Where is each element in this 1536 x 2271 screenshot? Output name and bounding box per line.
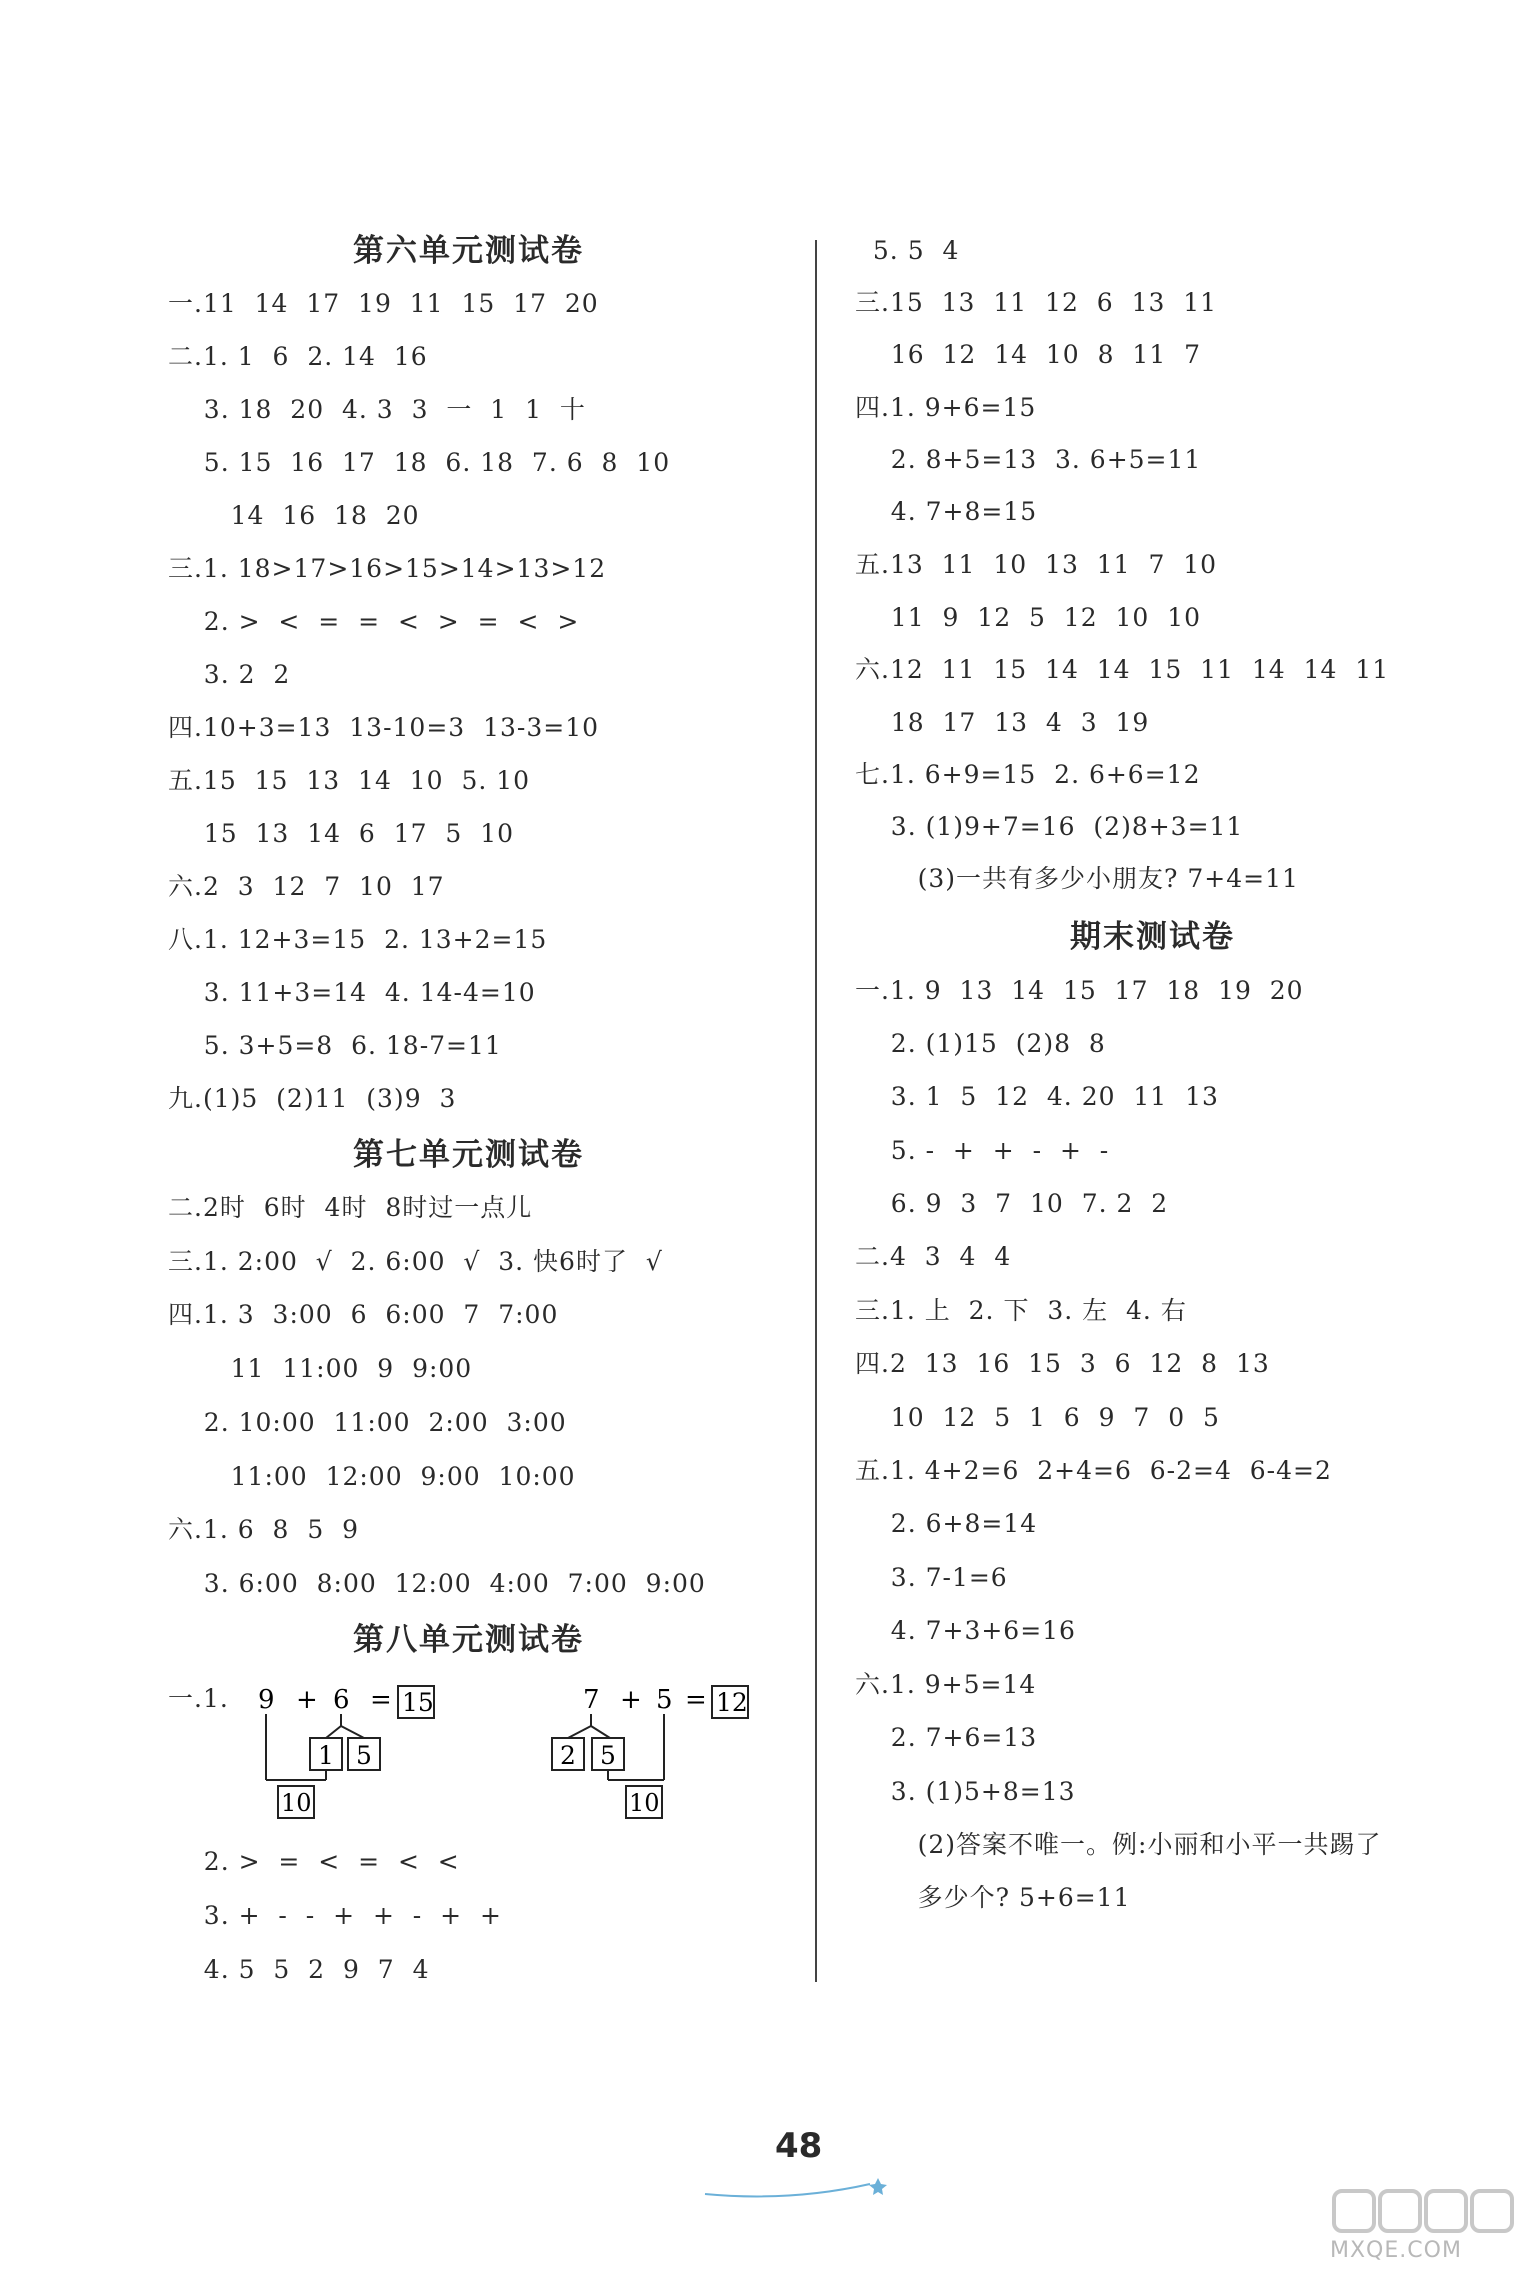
unit6-line: 八.1. 12+3=15 2. 13+2=15: [168, 925, 548, 954]
unit8-cont-line: 四.1. 9+6=15: [855, 393, 1037, 422]
final-line: 六.1. 9+5=14: [855, 1670, 1037, 1699]
unit8-cont-line: 三.15 13 11 12 6 13 11: [855, 288, 1218, 317]
split-value: 2: [560, 1741, 576, 1770]
unit8-cont-line: 11 9 12 5 12 10 10: [855, 603, 1202, 632]
final-line: 四.2 13 16 15 3 6 12 8 13: [855, 1349, 1270, 1378]
unit8-line: 3. + - - + + - + +: [168, 1901, 502, 1930]
unit6-title: 第六单元测试卷: [353, 233, 584, 269]
unit6-line: 3. 2 2: [168, 660, 291, 689]
plus-sign: +: [296, 1685, 318, 1715]
unit7-line: 11 11:00 9 9:00: [168, 1354, 473, 1383]
plus-sign: +: [620, 1685, 642, 1715]
unit8-cont-line: (3)一共有多少小朋友? 7+4=11: [855, 864, 1299, 893]
unit6-line: 2. > < = = < > = < >: [168, 607, 580, 636]
unit8-title: 第八单元测试卷: [353, 1622, 584, 1658]
final-line: 4. 7+3+6=16: [855, 1616, 1076, 1645]
final-line: 6. 9 3 7 10 7. 2 2: [855, 1189, 1169, 1218]
final-line: 三.1. 上 2. 下 3. 左 4. 右: [855, 1296, 1187, 1325]
final-line: 3. 7-1=6: [855, 1563, 1008, 1592]
unit7-line: 六.1. 6 8 5 9: [168, 1515, 360, 1544]
final-line: (2)答案不唯一。例:小丽和小平一共踢了: [855, 1830, 1382, 1859]
unit7-title: 第七单元测试卷: [353, 1137, 584, 1173]
addend-b: 5: [656, 1685, 673, 1715]
unit8-line: 2. > = < = < <: [168, 1847, 460, 1876]
unit6-line: 5. 15 16 17 18 6. 18 7. 6 8 10: [168, 448, 671, 477]
make-ten-diagram: [538, 1680, 778, 1820]
final-line: 一.1. 9 13 14 15 17 18 19 20: [855, 976, 1304, 1005]
unit8-q1-label: 一.1.: [168, 1684, 229, 1713]
unit6-line: 3. 18 20 4. 3 3 一 1 1 十: [168, 395, 586, 424]
final-line: 二.4 3 4 4: [855, 1242, 1012, 1271]
unit7-line: 11:00 12:00 9:00 10:00: [168, 1462, 576, 1491]
page-number: 48: [775, 2126, 823, 2166]
answer-value: 15: [402, 1688, 434, 1717]
final-line: 3. (1)5+8=13: [855, 1777, 1076, 1806]
unit6-line: 15 13 14 6 17 5 10: [168, 819, 515, 848]
final-line: 3. 1 5 12 4. 20 11 13: [855, 1082, 1219, 1111]
page-swoosh-decoration: [700, 2172, 900, 2202]
unit6-line: 5. 3+5=8 6. 18-7=11: [168, 1031, 502, 1060]
unit6-line: 五.15 15 13 14 10 5. 10: [168, 766, 531, 795]
make-ten-diagram: [238, 1680, 458, 1820]
unit7-line: 二.2时 6时 4时 8时过一点儿: [168, 1193, 533, 1222]
final-line: 2. (1)15 (2)8 8: [855, 1029, 1106, 1058]
final-line: 2. 7+6=13: [855, 1723, 1038, 1752]
unit8-cont-line: 18 17 13 4 3 19: [855, 708, 1150, 737]
final-line: 2. 6+8=14: [855, 1509, 1038, 1538]
unit6-line: 三.1. 18>17>16>15>14>13>12: [168, 554, 607, 583]
unit8-cont-line: 5. 5 4: [855, 236, 960, 265]
final-line: 10 12 5 1 6 9 7 0 5: [855, 1403, 1220, 1432]
final-line: 五.1. 4+2=6 2+4=6 6-2=4 6-4=2: [855, 1456, 1332, 1485]
unit6-line: 二.1. 1 6 2. 14 16: [168, 342, 428, 371]
unit8-cont-line: 16 12 14 10 8 11 7: [855, 340, 1202, 369]
ten-value: 10: [629, 1789, 660, 1817]
unit6-line: 14 16 18 20: [168, 501, 420, 530]
unit6-line: 六.2 3 12 7 10 17: [168, 872, 445, 901]
final-line: 多少个? 5+6=11: [855, 1883, 1131, 1912]
unit8-cont-line: 3. (1)9+7=16 (2)8+3=11: [855, 812, 1244, 841]
unit8-cont-line: 4. 7+8=15: [855, 497, 1038, 526]
unit6-line: 一.11 14 17 19 11 15 17 20: [168, 289, 599, 318]
addend-a: 9: [258, 1685, 275, 1715]
equals-sign: =: [685, 1685, 707, 1715]
ten-value: 10: [281, 1789, 312, 1817]
final-line: 5. - + + - + -: [855, 1136, 1110, 1165]
unit8-line: 4. 5 5 2 9 7 4: [168, 1955, 430, 1984]
unit8-cont-line: 五.13 11 10 13 11 7 10: [855, 550, 1218, 579]
unit7-line: 三.1. 2:00 √ 2. 6:00 √ 3. 快6时了 √: [168, 1247, 663, 1276]
unit7-line: 3. 6:00 8:00 12:00 4:00 7:00 9:00: [168, 1569, 706, 1598]
answer-value: 12: [716, 1688, 748, 1717]
unit6-line: 3. 11+3=14 4. 14-4=10: [168, 978, 536, 1007]
split-value: 1: [318, 1741, 334, 1770]
unit6-line: 四.10+3=13 13-10=3 13-3=10: [168, 713, 600, 742]
unit8-cont-line: 七.1. 6+9=15 2. 6+6=12: [855, 760, 1201, 789]
final-title: 期末测试卷: [1070, 919, 1235, 955]
unit7-line: 2. 10:00 11:00 2:00 3:00: [168, 1408, 567, 1437]
watermark-text: MXQE.COM: [1330, 2238, 1462, 2263]
unit8-cont-line: 2. 8+5=13 3. 6+5=11: [855, 445, 1202, 474]
unit8-cont-line: 六.12 11 15 14 14 15 11 14 14 11: [855, 655, 1390, 684]
split-value: 5: [356, 1741, 372, 1770]
unit6-line: 九.(1)5 (2)11 (3)9 3: [168, 1084, 457, 1113]
split-value: 5: [600, 1741, 616, 1770]
column-divider: [815, 240, 817, 1982]
addend-b: 6: [333, 1685, 350, 1715]
unit7-line: 四.1. 3 3:00 6 6:00 7 7:00: [168, 1300, 559, 1329]
addend-a: 7: [583, 1685, 600, 1715]
equals-sign: =: [370, 1685, 392, 1715]
